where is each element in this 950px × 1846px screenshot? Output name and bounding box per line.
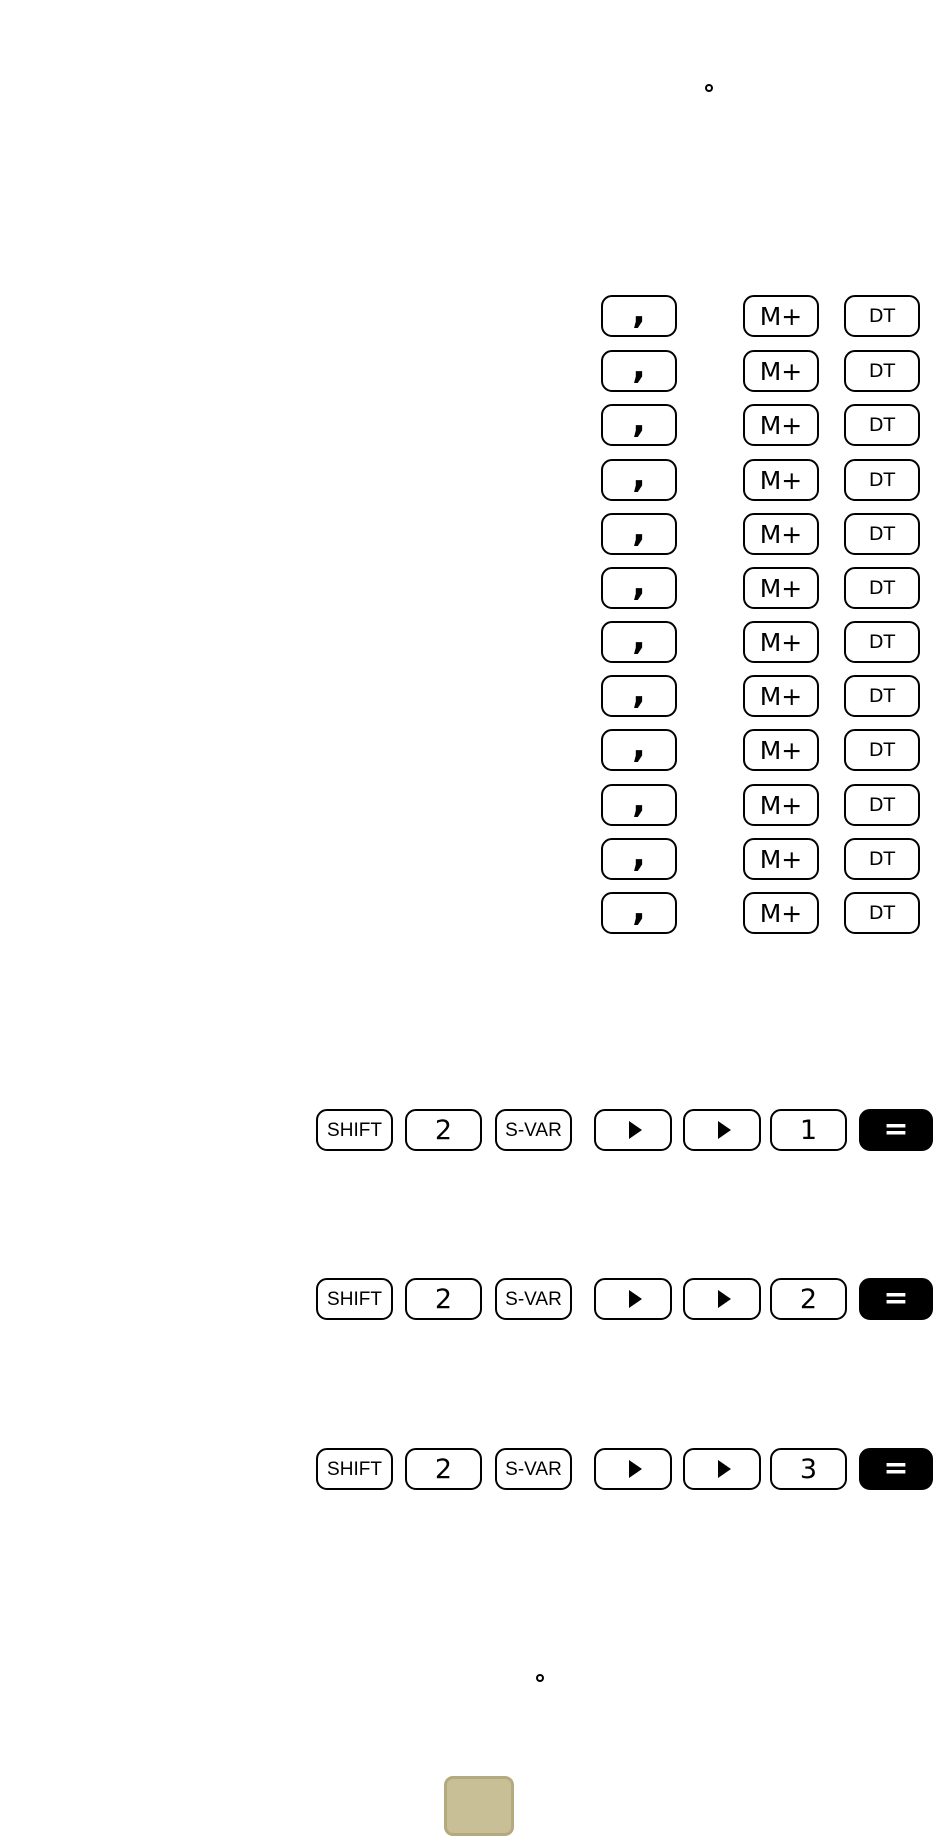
equals-key[interactable]: = xyxy=(859,1109,933,1151)
m-plus-key[interactable]: M+ xyxy=(743,350,819,392)
comma-key[interactable]: , xyxy=(601,892,677,934)
comma-key[interactable]: , xyxy=(601,784,677,826)
dt-key[interactable]: DT xyxy=(844,621,920,663)
m-plus-key[interactable]: M+ xyxy=(743,729,819,771)
comma-key[interactable]: , xyxy=(601,295,677,337)
dt-key[interactable]: DT xyxy=(844,784,920,826)
m-plus-key[interactable]: M+ xyxy=(743,567,819,609)
dt-key[interactable]: DT xyxy=(844,404,920,446)
comma-key[interactable]: , xyxy=(601,350,677,392)
bottom-dot xyxy=(536,1674,544,1682)
comma-key[interactable]: , xyxy=(601,729,677,771)
comma-key[interactable]: , xyxy=(601,567,677,609)
s-var-key[interactable]: S-VAR xyxy=(495,1278,572,1320)
s-var-key[interactable]: S-VAR xyxy=(495,1109,572,1151)
gold-key[interactable] xyxy=(444,1776,514,1836)
right-arrow-icon xyxy=(629,1290,642,1308)
two-key[interactable]: 2 xyxy=(405,1278,482,1320)
dt-key[interactable]: DT xyxy=(844,513,920,555)
comma-key[interactable]: , xyxy=(601,404,677,446)
m-plus-key[interactable]: M+ xyxy=(743,892,819,934)
dt-key[interactable]: DT xyxy=(844,838,920,880)
s-var-key[interactable]: S-VAR xyxy=(495,1448,572,1490)
comma-key[interactable]: , xyxy=(601,459,677,501)
m-plus-key[interactable]: M+ xyxy=(743,621,819,663)
two-key[interactable]: 2 xyxy=(770,1278,847,1320)
m-plus-key[interactable]: M+ xyxy=(743,459,819,501)
one-key[interactable]: 1 xyxy=(770,1109,847,1151)
right-arrow-key[interactable] xyxy=(594,1109,672,1151)
dt-key[interactable]: DT xyxy=(844,459,920,501)
m-plus-key[interactable]: M+ xyxy=(743,838,819,880)
right-arrow-key[interactable] xyxy=(594,1448,672,1490)
right-arrow-key[interactable] xyxy=(683,1448,761,1490)
shift-key[interactable]: SHIFT xyxy=(316,1278,393,1320)
dt-key[interactable]: DT xyxy=(844,675,920,717)
two-key[interactable]: 2 xyxy=(405,1448,482,1490)
right-arrow-icon xyxy=(718,1460,731,1478)
shift-key[interactable]: SHIFT xyxy=(316,1448,393,1490)
right-arrow-key[interactable] xyxy=(594,1278,672,1320)
comma-key[interactable]: , xyxy=(601,621,677,663)
equals-key[interactable]: = xyxy=(859,1278,933,1320)
right-arrow-icon xyxy=(629,1121,642,1139)
m-plus-key[interactable]: M+ xyxy=(743,513,819,555)
three-key[interactable]: 3 xyxy=(770,1448,847,1490)
dt-key[interactable]: DT xyxy=(844,350,920,392)
top-dot xyxy=(705,84,713,92)
m-plus-key[interactable]: M+ xyxy=(743,784,819,826)
comma-key[interactable]: , xyxy=(601,838,677,880)
dt-key[interactable]: DT xyxy=(844,295,920,337)
comma-key[interactable]: , xyxy=(601,513,677,555)
right-arrow-key[interactable] xyxy=(683,1278,761,1320)
dt-key[interactable]: DT xyxy=(844,892,920,934)
right-arrow-icon xyxy=(718,1121,731,1139)
comma-key[interactable]: , xyxy=(601,675,677,717)
right-arrow-key[interactable] xyxy=(683,1109,761,1151)
right-arrow-icon xyxy=(629,1460,642,1478)
dt-key[interactable]: DT xyxy=(844,567,920,609)
dt-key[interactable]: DT xyxy=(844,729,920,771)
m-plus-key[interactable]: M+ xyxy=(743,675,819,717)
two-key[interactable]: 2 xyxy=(405,1109,482,1151)
m-plus-key[interactable]: M+ xyxy=(743,404,819,446)
shift-key[interactable]: SHIFT xyxy=(316,1109,393,1151)
right-arrow-icon xyxy=(718,1290,731,1308)
m-plus-key[interactable]: M+ xyxy=(743,295,819,337)
equals-key[interactable]: = xyxy=(859,1448,933,1490)
